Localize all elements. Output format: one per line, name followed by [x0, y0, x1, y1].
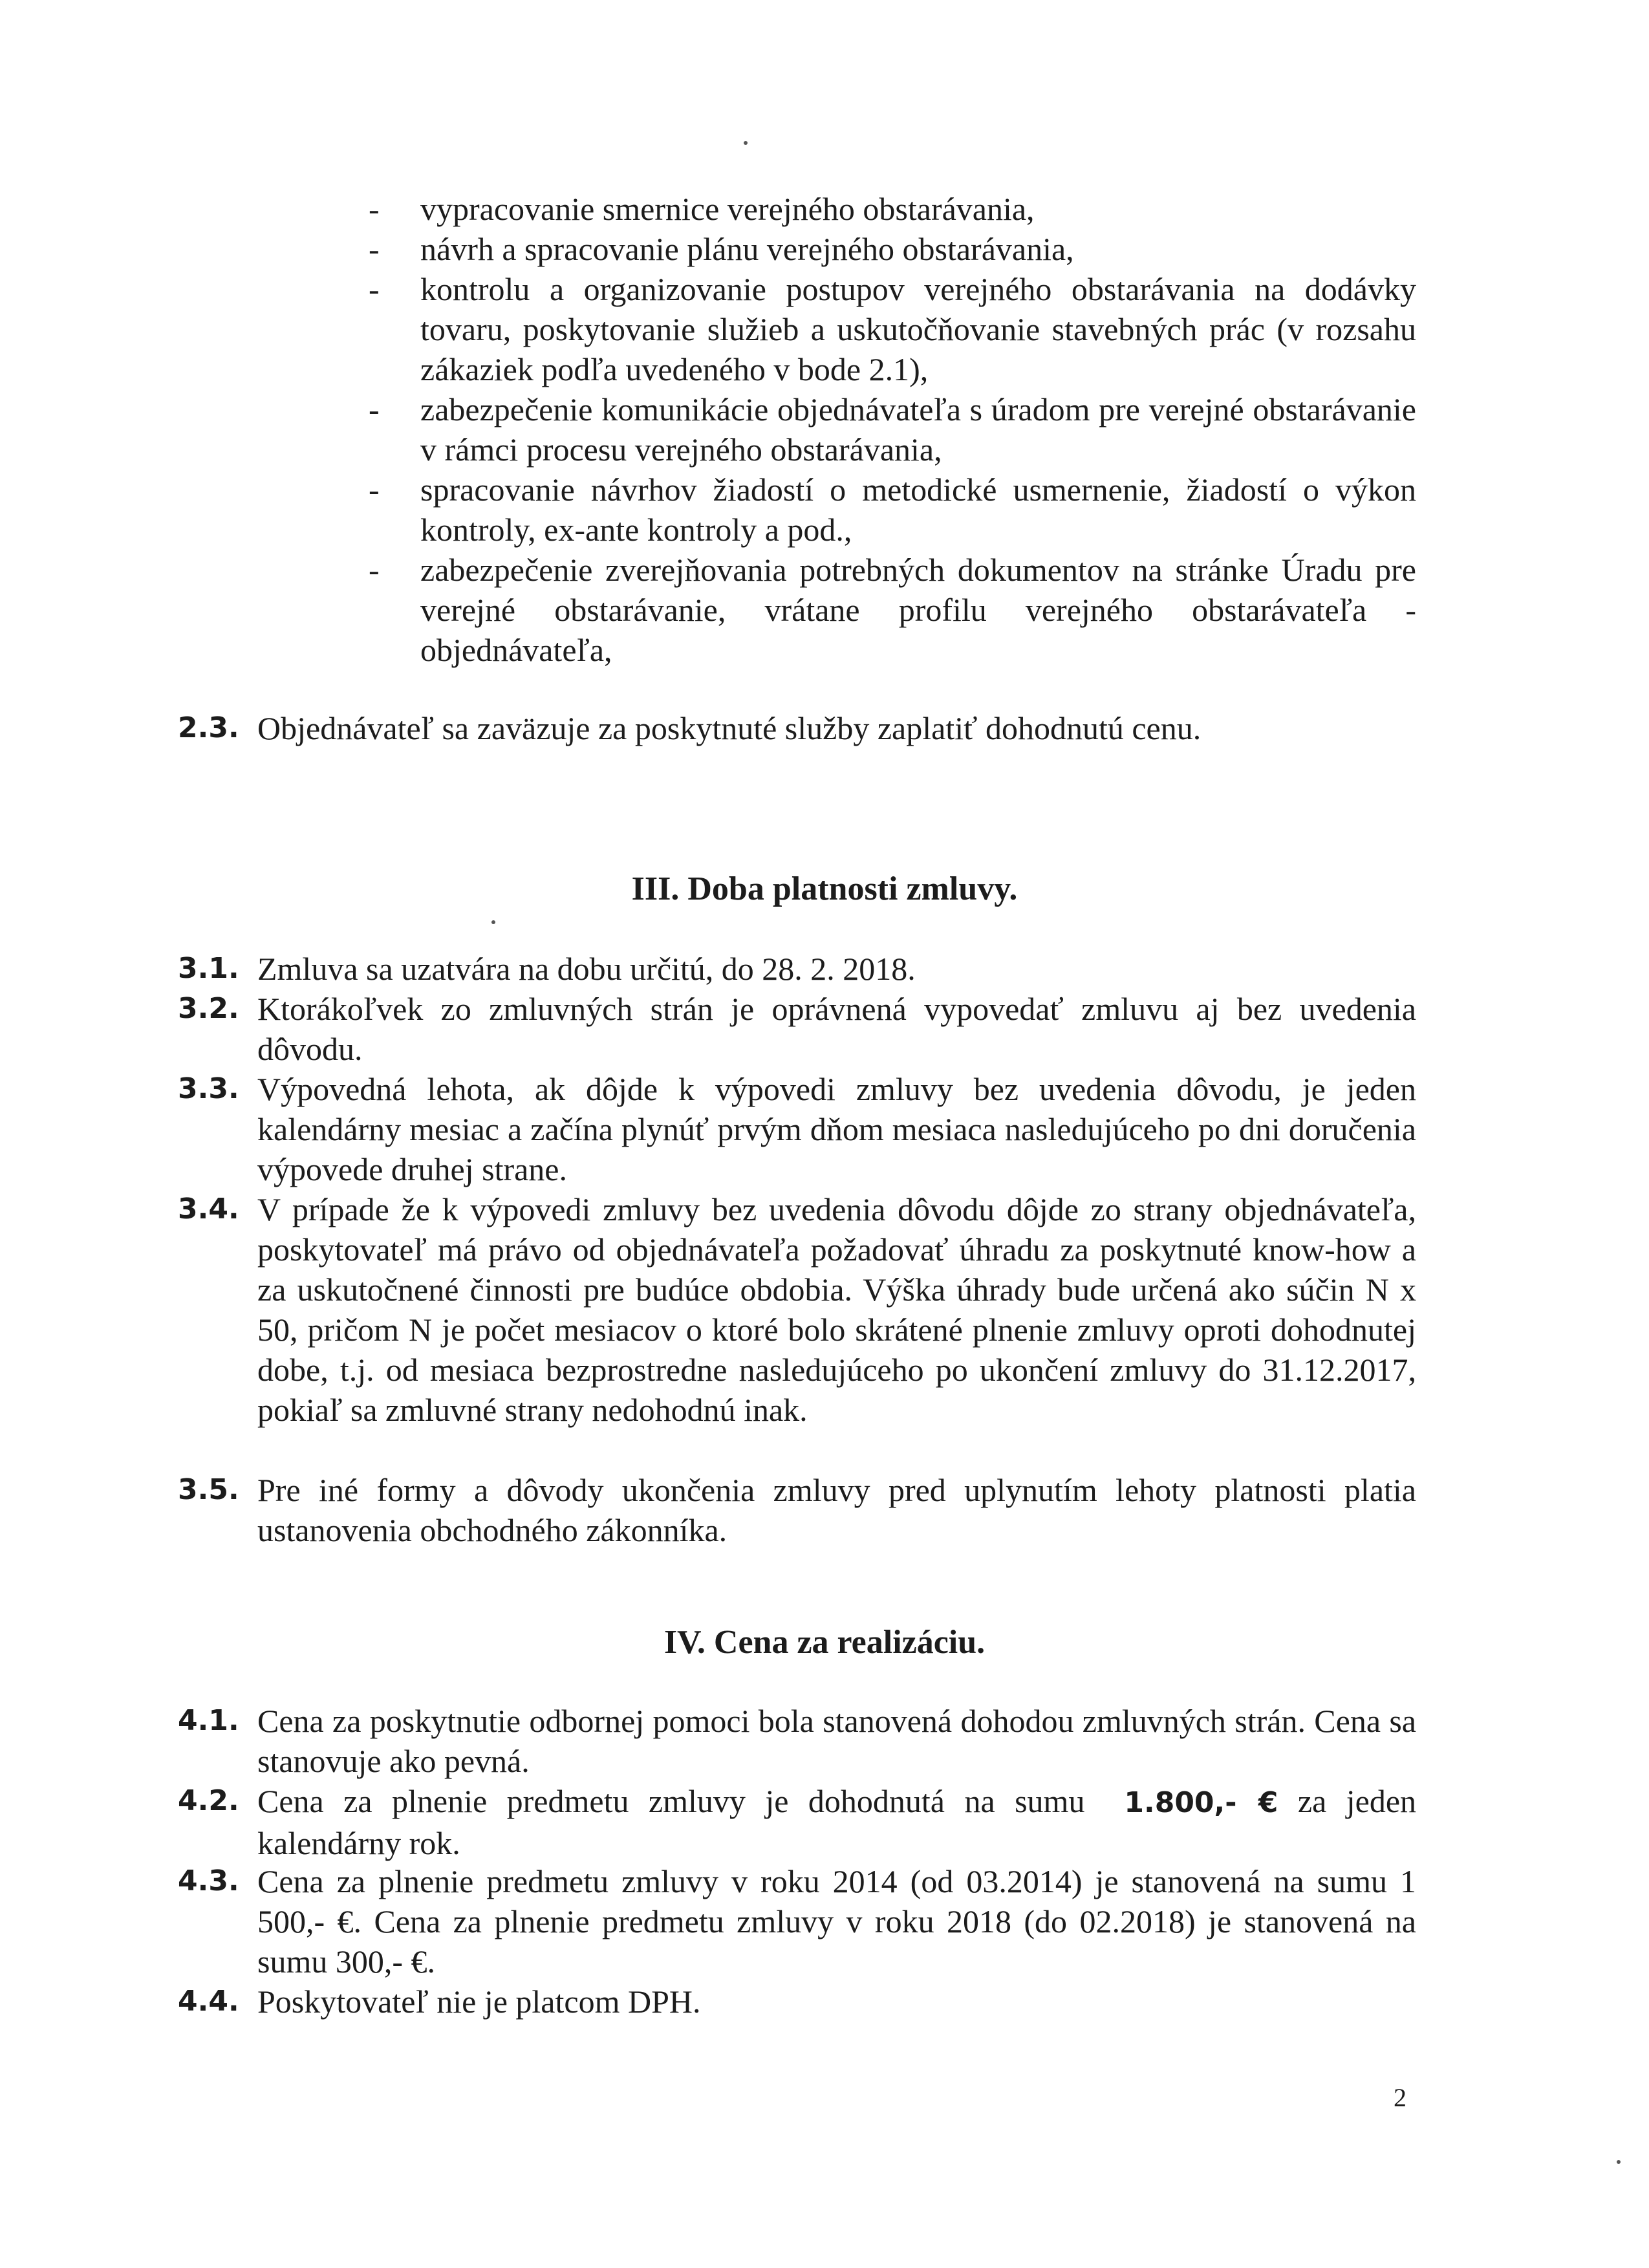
clause-4-1: [178, 1701, 1416, 1781]
list-item-text: kontrolu a organizovanie postupov verejného obstarávania na dodávky tovaru, poskytovanie služieb a uskutočňovanie stavebných prác (v rozsahu zákaziek podľa uvedeného v bode 2.1),: [420, 271, 1416, 387]
clause-text: V prípade že k výpovedi zmluvy bez uvedenia dôvodu dôjde zo strany objednávateľa, poskytovateľ má právo od objednávateľa požadovať úhradu za poskytnuté know-how a za uskutočnené činnosti pre budúce obdobia. Výška úhrady bude určená ako súčin N x 50, pričom N je počet mesiacov o ktoré bolo skrátené plnenie zmluvy oproti dohodnutej dobe, t.j. od mesiaca bezprostredne nasledujúceho po ukončení zmluvy do 31.12.2017, pokiaľ sa zmluvné strany nedohodnú inak.: [257, 1191, 1416, 1428]
clause-3-2: [178, 989, 1416, 1069]
services-list: [369, 189, 1416, 670]
price-amount: 1.800,- €: [1124, 1786, 1278, 1819]
clause-4-2: [178, 1781, 1416, 1863]
clause-number: 3.3.: [178, 1072, 239, 1105]
list-item: - zabezpečenie zverejňovania potrebných dokumentov na stránke Úradu pre verejné obstarávanie, vrátane profilu verejného obstarávateľa - objednávateľa,: [369, 552, 1416, 668]
section-3-heading: III. Doba platnosti zmluvy.: [631, 870, 1018, 907]
clause-text: [257, 1781, 1416, 1863]
list-item: - návrh a spracovanie plánu verejného obstarávania,: [369, 231, 1074, 267]
list-item-text: zabezpečenie zverejňovania potrebných dokumentov na stránke Úradu pre verejné obstarávanie, vrátane profilu verejného obstarávateľa - objednávateľa,: [420, 552, 1416, 668]
clause-text: Zmluva sa uzatvára na dobu určitú, do 28. 2. 2018.: [257, 951, 916, 987]
list-item: - vypracovanie smernice verejného obstarávania,: [369, 191, 1035, 227]
clause-text: Objednávateľ sa zaväzuje za poskytnuté služby zaplatiť dohodnutú cenu.: [257, 710, 1202, 746]
clause-text: Výpovedná lehota, ak dôjde k výpovedi zmluvy bez uvedenia dôvodu, je jeden kalendárny mesiac a začína plynúť prvým dňom mesiaca nasledujúceho po dni doručenia výpovede druhej strane.: [257, 1071, 1416, 1187]
list-item-text: spracovanie návrhov žiadostí o metodické usmernenie, žiadostí o výkon kontroly, ex-ante kontroly a pod.,: [420, 471, 1416, 548]
clause-3-4: [178, 1189, 1416, 1430]
list-item-text: vypracovanie smernice verejného obstarávania,: [420, 191, 1035, 227]
clause-text: Pre iné formy a dôvody ukončenia zmluvy pred uplynutím lehoty platnosti platia ustanovenia obchodného zákonníka.: [257, 1472, 1416, 1548]
scan-speck: [744, 141, 748, 145]
clause-number: 3.2.: [178, 992, 239, 1025]
clause-text-after: za jeden kalendárny rok.: [257, 1783, 1417, 1861]
list-item: - spracovanie návrhov žiadostí o metodické usmernenie, žiadostí o výkon kontroly, ex-ante kontroly a pod.,: [369, 471, 1416, 548]
clause-number: 2.3.: [178, 711, 239, 744]
clause-3-5: [178, 1470, 1416, 1550]
list-item-text: zabezpečenie komunikácie objednávateľa s úradom pre verejné obstarávanie v rámci procesu verejného obstarávania,: [420, 391, 1416, 468]
clause-text-before: Cena za plnenie predmetu zmluvy je dohodnutá na sumu: [257, 1783, 1085, 1819]
clause-text: Poskytovateľ nie je platcom DPH.: [257, 1983, 701, 2020]
clause-number: 4.1.: [178, 1704, 239, 1737]
list-item: - zabezpečenie komunikácie objednávateľa s úradom pre verejné obstarávanie v rámci procesu verejného obstarávania,: [369, 391, 1416, 468]
clause-4-4: [178, 1982, 1416, 2022]
list-item-text: návrh a spracovanie plánu verejného obstarávania,: [420, 231, 1074, 267]
clause-text: Cena za plnenie predmetu zmluvy v roku 2014 (od 03.2014) je stanovená na sumu 1 500,- €. Cena za plnenie predmetu zmluvy v roku 2018 (do 02.2018) je stanovená na sumu 300,- €.: [257, 1863, 1416, 1980]
clause-text: Ktorákoľvek zo zmluvných strán je oprávnená vypovedať zmluvu aj bez uvedenia dôvodu.: [257, 991, 1416, 1067]
clause-number: 4.3.: [178, 1864, 239, 1897]
clause-number: 4.2.: [178, 1784, 239, 1817]
clause-text: Cena za poskytnutie odbornej pomoci bola stanovená dohodou zmluvných strán. Cena sa stanovuje ako pevná.: [257, 1703, 1416, 1779]
page-number: 2: [1394, 2083, 1406, 2112]
clause-4-3: [178, 1861, 1416, 1982]
section-4-heading: IV. Cena za realizáciu.: [663, 1624, 986, 1661]
list-item: - kontrolu a organizovanie postupov verejného obstarávania na dodávky tovaru, poskytovanie služieb a uskutočňovanie stavebných prác (v rozsahu zákaziek podľa uvedeného v bode 2.1),: [369, 271, 1416, 387]
clause-number: 4.4.: [178, 1985, 239, 2018]
scan-speck: [491, 920, 495, 924]
scan-speck: [1617, 2160, 1621, 2164]
clause-number: 3.1.: [178, 952, 239, 985]
clause-2-3: [178, 708, 1416, 748]
clause-number: 3.4.: [178, 1193, 239, 1226]
clause-3-3: [178, 1069, 1416, 1189]
clause-number: 3.5.: [178, 1473, 239, 1506]
clause-3-1: [178, 949, 1416, 989]
